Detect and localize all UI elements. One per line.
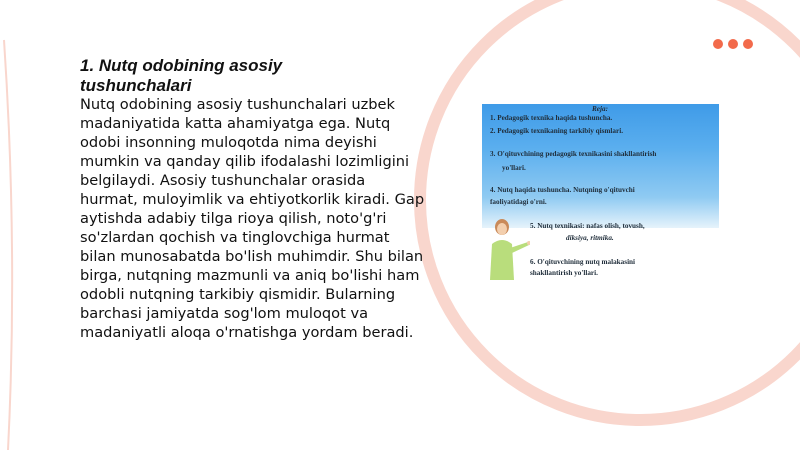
- picture-item: faoliyatidagi o'rni.: [490, 198, 547, 206]
- picture-item: 6. O'qituvchining nutq malakasini: [530, 258, 636, 266]
- picture-item: 2. Pedagogik texnikaning tarkibiy qismlari.: [490, 127, 623, 135]
- dot-icon: [728, 39, 738, 49]
- slide-body-text: Nutq odobining asosiy tushunchalari uzbek madaniyatida katta ahamiyatga ega. Nutq odobi insonning muloqotda nima deyishi mumkin va qanday qilib ifodalashi lozimligini belgilaydi. Asosiy tushunchalar orasida hurmat, muloyimlik va ehtiyotkorlik kiradi. Gap aytishda adabiy tilga rioya qilish, noto'g'ri so'zlardan qochish va tinglovchiga hurmat bilan munosabatda bo'lish muhimdir. Shu bilan birga, nutqning mazmunli va aniq bo'lishi ham odobli nutqning tarkibiy qismidir. Bularning barchasi jamiyatda sog'lom muloqot va madaniyatli aloqa o'rnatishga yordam beradi.: [80, 96, 425, 341]
- picture-item: 5. Nutq texnikasi: nafas olish, tovush,: [530, 222, 645, 230]
- picture-item: shakllantirish yo'llari.: [530, 269, 598, 277]
- picture-item: diksiya, ritmika.: [566, 234, 614, 242]
- picture-item: 4. Nutq haqida tushuncha. Nutqning o'qituvchi: [490, 186, 635, 194]
- decorative-dots: [713, 39, 753, 49]
- picture-heading: Reja:: [592, 105, 608, 113]
- dot-icon: [713, 39, 723, 49]
- lesson-plan-picture: [482, 104, 719, 280]
- slide-title: 1. Nutq odobining asosiy tushunchalari: [80, 56, 283, 95]
- picture-item: 1. Pedagogik texnika haqida tushuncha.: [490, 114, 613, 122]
- dot-icon: [743, 39, 753, 49]
- teacher-illustration-icon: [486, 218, 530, 280]
- picture-item: yo'llari.: [502, 164, 526, 172]
- picture-item: 3. O'qituvchining pedagogik texnikasini shakllantirish: [490, 150, 657, 158]
